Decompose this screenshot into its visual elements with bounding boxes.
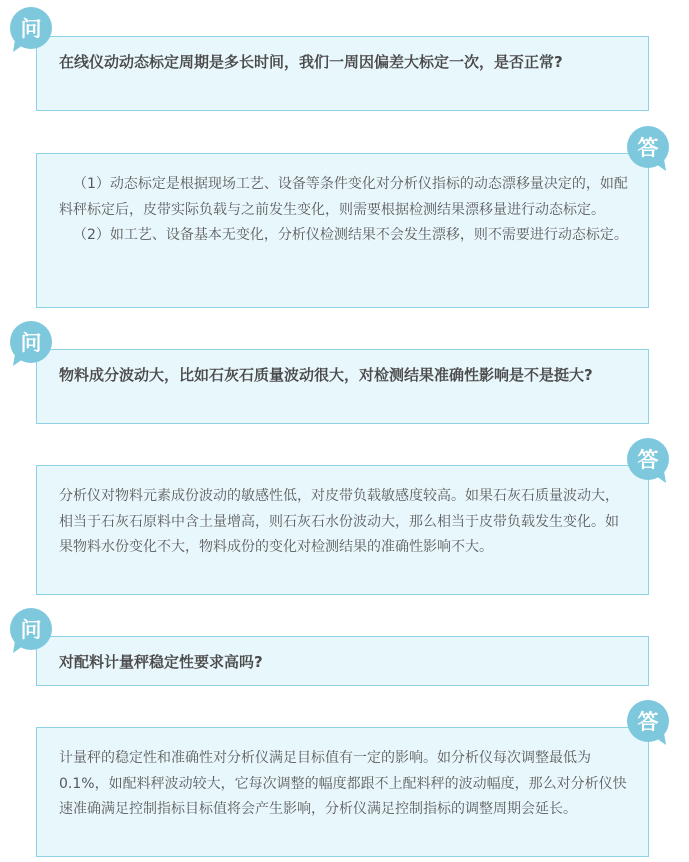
- answer-paragraph-2-1: 分析仪对物料元素成份波动的敏感性低，对皮带负载敏感度较高。如果石灰石质量波动大，相当于石灰石原料中含土量增高，则石灰石水份波动大，那么相当于皮带负载发生变化。如果物料水份变化不大，物料成份的变化对检测结果的准确性影响不大。: [59, 488, 619, 555]
- answer-box-2: [36, 465, 649, 595]
- question-text-2: 物料成分波动大，比如石灰石质量波动很大，对检测结果准确性影响是不是挺大?: [59, 366, 593, 384]
- answer-paragraph-1-1: （1）动态标定是根据现场工艺、设备等条件变化对分析仪指标的动态漂移量决定的，如配料秤标定后，皮带实际负载与之前发生变化，则需要根据检测结果漂移量进行动态标定。: [59, 176, 628, 218]
- question-box-1: [36, 36, 649, 111]
- answer-badge-label-1: 答: [637, 136, 659, 160]
- question-badge-1: [7, 5, 55, 53]
- answer-paragraph-1-2: （2）如工艺、设备基本无变化，分析仪检测结果不会发生漂移，则不需要进行动态标定。: [73, 227, 628, 243]
- question-badge-3: [7, 606, 55, 654]
- question-badge-label-1: 问: [20, 17, 42, 41]
- question-badge-2: [7, 319, 55, 367]
- question-box-3: [36, 636, 649, 686]
- question-box-2: [36, 349, 649, 424]
- question-text-3: 对配料计量秤稳定性要求高吗?: [59, 653, 263, 671]
- answer-paragraph-3-1: 计量秤的稳定性和准确性对分析仪满足目标值有一定的影响。如分析仪每次调整最低为0.1%，如配料秤波动较大，它每次调整的幅度都跟不上配料秤的波动幅度，那么对分析仪快速准确满足控制指标目标值将会产生影响，分析仪满足控制指标的调整周期会延长。: [59, 750, 627, 817]
- answer-box-1: [36, 153, 649, 308]
- question-badge-label-3: 问: [20, 618, 42, 642]
- answer-box-3: [36, 727, 649, 857]
- answer-badge-2: [624, 436, 672, 484]
- question-badge-label-2: 问: [20, 331, 42, 355]
- answer-badge-label-2: 答: [637, 448, 659, 472]
- answer-badge-3: [624, 698, 672, 746]
- answer-badge-label-3: 答: [637, 710, 659, 734]
- question-text-1: 在线仪动动态标定周期是多长时间，我们一周因偏差大标定一次，是否正常?: [59, 53, 563, 71]
- answer-badge-1: [624, 124, 672, 172]
